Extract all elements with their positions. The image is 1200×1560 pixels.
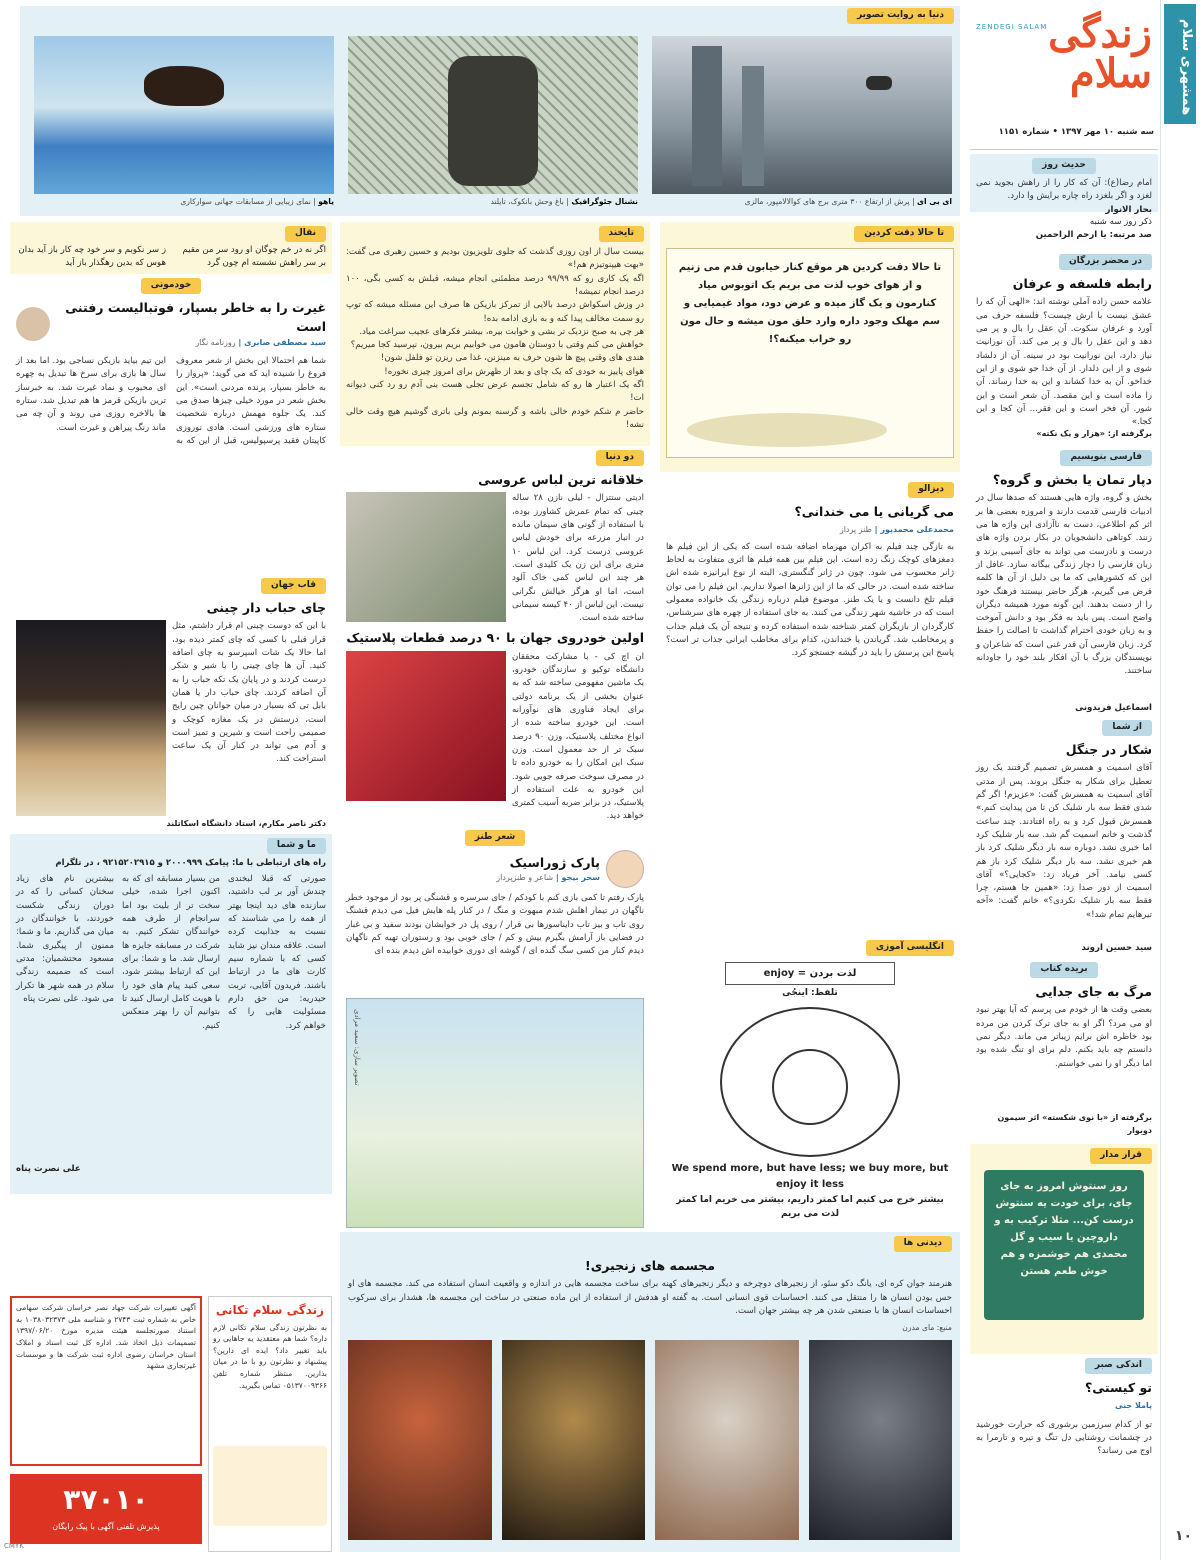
football-title: غیرت را به خاطر بسپار، فوتبالیست رفتنی است bbox=[65, 299, 326, 335]
english-en-text: We spend more, but have less; we buy more, but enjoy it less bbox=[671, 1163, 949, 1190]
elders-source: برگرفته از: «هزار و یک نکته» bbox=[1036, 429, 1152, 439]
yours-tag: از شما bbox=[1102, 720, 1152, 736]
photo2-agency: نشنال جئوگرافیک bbox=[571, 197, 638, 206]
date-board: روز سنتوش امروز به جای چای، برای خودت یه سنتوش درست کن... مثلا ترکیب به و داروچین یا سیب و گل محمدی هم خوشمزه و هم خوش طعم هستن bbox=[984, 1170, 1144, 1320]
ad-right-body: به نظرتون زندگی سلام تکانی لازم داره؟ شما هم معتقدید یه جاهایی رو باید تغییر داد؟ ایده ای دارین؟ پیشنهاد و نظرتون رو با ما در میان بذارین. منتظر شماره تلفن ۰۵۱۳۷۰۰۹۳۶۶ تماس بگیرید. bbox=[213, 1322, 327, 1390]
persian-title: دپار تمان یا بخش و گروه؟ bbox=[992, 471, 1152, 487]
pages-line: هوای پاییز به خودی که یک چای و بعد از ظهرش برای امروز چیزی نخوره! bbox=[384, 366, 644, 377]
zekr-text: صد مرتبه: یا ارحم الراحمین bbox=[1035, 230, 1152, 241]
cmyk-mark: CMYK bbox=[4, 1542, 24, 1551]
world-photos bbox=[20, 6, 960, 216]
date-tag: قرار مدار bbox=[1090, 1148, 1152, 1164]
diralo-tag: دیزالو bbox=[908, 482, 954, 498]
nowruz-section: شعر طنز پارک ژوراسیک سحر بیجو | شاعر و طنزپرداز پارک رفتم تا کمی بازی کنم با کودکم / جای سرسره و قشنگی پر بود از موجود خطر ناگهان در تیمار اهلش شدم مبهوت و منگ / در کنار پله هایش فیل می دیدم قشنگ روی تاب و بیز تاب دایناسورها بی قرار / روی پل در خوابشان بودند سفید و بی غبار در فضایی باز آرامش بگیرم بیش و کم / جای خوبی بود و رستوران تهیه کم ناگهان دیدم کنار من کسی سگ گنده ای / گوشه ای دوری خوابیده اش دیدم بنده ای تصویر سازی: سعید مرادی bbox=[340, 826, 650, 1258]
hadith-source: بحار الانوار bbox=[1105, 204, 1152, 215]
since-now-cartoon-text: تا حالا دقت کردین هر موقع کنار خیابون قدم می زنیم و از هوای خوب لذت می بریم یک اتوبوس میاد کنارمون و یک گاز میده و عرض دود، مواد غیمیایی و سم مهلک وجود داره وارد حلق مون میشه و حال مون رو خراب میکنه؟! bbox=[678, 261, 942, 345]
qab-credit: دکتر ناصر مکارم، استاد دانشگاه اسکاتلند bbox=[166, 819, 326, 829]
pages-line: هر چی به صبح نزدیک تر بشی و خوابت بیره، بیشتر فکرهای عجیب سراغت میاد. bbox=[359, 326, 644, 337]
statues-body: هنرمند جوان کره ای، یانگ دکو سئو، از زنجیرهای دوچرخه و دیگر زنجیرهای کهنه برای ساخت مجسمه هایی در اندازه و واقعیت انسان استفاده می کند. مجسمه های او حس بودن انسان ها را منتقل می کنند. احساسات قوی انسانی است. به گفته او هدفش از استفاده از این ماده صنعتی در ساخت این مجسمه ها، هشدار برای سرکوب احساسات انسان ها با صنعتی شدن هر چه بیشتر جهان است. bbox=[348, 1279, 952, 1316]
qab-body: با این که دوست چینی ام قرار داشتم، مثل قرار قبلی با کسی که چای کمتر دیده بود، اما حالا یک شات اسپرسو به چای اضافه کنید. آن ها چای چینی را با شیر و شکر درست کردند و در پایان یک تکه حباب را به آن اضافه کردند. چای حباب دار یا همان بابل تی که بسیار در میان جوانان چین رایج است، درستش در یک مغازه کوچک و صمیمی راحت است و شیرین و تمیز است و آدم می تواند در کنار آن یک ساعت استراحت کند. bbox=[172, 621, 326, 765]
pages-tag: تایخند bbox=[599, 226, 645, 242]
madar-col3: بیشترین نام های زیاد سخنان کسانی را که در دوران زندگی شکست خوردند، با خوانندگان در میان می گذاریم. ما و شما: ممنون از پیگیری شما. مسعود محتشمیان: مدتی است که ضمیمه زندگی سلام در همه شهر ها تکرار می شود. علی نصرت پناه bbox=[16, 874, 114, 1004]
diralo-title: می گریانی یا می خندانی؟ bbox=[794, 503, 954, 519]
nowruz-title: پارک ژوراسیک bbox=[509, 855, 600, 871]
pages-lines bbox=[346, 246, 644, 432]
photo3-agency: یاهو bbox=[318, 197, 334, 206]
book-body: بعضی وقت ها از خودم می پرسم که آیا بهتر نبود او می مرد؟ اگر او به جای ترک کردن من مرده بود خاطره اش برایم زیباتر می ماند. دیگر نمی دانستم چه باید بکنم. دلم برای او تنگ شده بود اما دیگر او را نمی خواستم. bbox=[976, 1005, 1152, 1069]
dudunia-section bbox=[340, 446, 650, 826]
plastic-car-photo bbox=[346, 651, 506, 801]
english-illustration bbox=[720, 1007, 900, 1157]
statues-section bbox=[340, 1232, 960, 1552]
naghl-section bbox=[10, 222, 332, 274]
since-now-tag: تا حالا دقت کردین bbox=[854, 226, 954, 242]
statue-photo-2 bbox=[655, 1340, 799, 1540]
hadith-text: امام رضا(ع): آن که کار را از راهش بجوید نمی لغزد و اگر بلغزد راه چاره برایش وا دارد. bbox=[976, 177, 1152, 202]
world-photo-3: یاهو | نمای زیبایی از مسابقات جهانی سوارکاری bbox=[34, 36, 334, 208]
football-tag: خودمونی bbox=[141, 278, 201, 294]
pages-section bbox=[340, 222, 650, 446]
enjoy-label: enjoy = لذت بردن bbox=[725, 962, 895, 986]
madar-col2: من بسیار مسابقه ای که به اکنون اجرا شده، خیلی سخت تر از بلیت بود اما سرانجام از طرف همه خوانندگان تشکر کنیم. به شرکت در مسابقه جایزه ها ارسال شد. ما و شما: برای این که ارتباط بیشتر شود، سعی کنید پیام های خود را با هویت کامل ارسال کنید تا بتوانیم آن را بهتر منعکس کنیم. bbox=[122, 874, 220, 1031]
hadith-box bbox=[970, 154, 1158, 215]
pages-line: اگه یک اعتبار ها رو که شامل تجسم عرض تجلی هست بنی آدم رو رد کنی دیوانه ات! bbox=[346, 380, 644, 404]
ad-phone-number: ۳۷۰۱۰ bbox=[63, 1483, 149, 1516]
issue-date: سه شنبه ۱۰ مهر ۱۳۹۷ • شماره ۱۱۵۱ bbox=[998, 127, 1154, 137]
since-now-section bbox=[660, 222, 960, 472]
persian-author: اسماعیل فریدونی bbox=[1075, 703, 1152, 714]
zekr-label: ذکر روز سه شنبه bbox=[1089, 217, 1152, 227]
football-section: خودمونی غیرت را به خاطر بسپار، فوتبالیست رفتنی است سید مصطفی صابری | روزنامه نگار شما هم احتمالا این بخش از شعر معروف فروغ را شنیده اید که می گوید: «پرواز را به خاطر بسپار، پرنده مردنی است». این بخش شعر در مورد خیلی چیزها صدق می کند. یک جلوه مهمش درباره شخصیت ستاره های ورزشی است. هادی نوروزی کاپیتان فقید پرسپولیس، قبل از این که به این تیم بیاید بازیکن نساجی بود. اما بعد از سال ها بازی برای سرخ ها تبدیل به چهره ای محبوب و نماد غیرت شد. به خبرساز ترین بازیکن قرمز ها هم تبدیل شد. ستاره ها بالاخره روزی می روند و آن چه می ماند رنگ پیراهن و غیرت است. bbox=[10, 274, 332, 574]
diralo-author-role: طنز پرداز bbox=[839, 525, 872, 535]
dudunia-tag: دو دنیا bbox=[596, 450, 644, 466]
patience-body: تو از کدام سرزمین برشوری که حرارت خورشید در چشمانت روشنایی دل تنگ و تیره و تارمرا به اوج می رساند؟ bbox=[976, 1419, 1152, 1457]
pages-line: بیست سال از اون روزی گذشت که جلوی تلویزیون بودیم و حسین رهبری می گفت: «بهت هیپنوتیزم هم!» bbox=[346, 246, 644, 271]
ad-logo bbox=[213, 1446, 327, 1526]
qab-title: چای حباب دار چینی bbox=[206, 599, 326, 615]
madar-tag: ما و شما bbox=[267, 838, 326, 854]
statue-photo-1 bbox=[809, 1340, 953, 1540]
ads-section bbox=[4, 1296, 332, 1552]
photo2-caption: باغ وحش بانکوک، تایلند bbox=[490, 197, 564, 206]
yours-body: آقای اسمیت و همسرش تصمیم گرفتند یک روز تعطیل برای شکار به جنگل بروند. پس از مدتی آقای اسمیت به همسرش گفت: «عزیزم! اگر گم شدی فقط سه بار شلیک کن تا من پیدایت کنم.» همسرش قبول کرد و به راه افتادند. چند ساعت گذشت و خانم اسمیت گم شد. سه بار شلیک کرد اما خبری نشد. دوباره سه بار دیگر شلیک کرد باز هم خبری نشد. سه بار دیگر شلیک کرد باز هم کسی نیامد. آخر فریاد زد: «کجایی؟» آقای اسمیت از دور صدا زد: «همین جا هستم، چرا فقط سه بار شلیک نکردی؟» خانم گفت: «آخه تیرهایم تمام شد!» bbox=[976, 763, 1152, 920]
pages-line: در وزش اسکواش درصد بالایی از تمرکز بازیکن ها صرف این مسئله میشه که توپ رو سمت مخالف پیدا کنه و به بازی ادامه بده! bbox=[346, 300, 644, 324]
persian-tag: فارسی بنویسیم bbox=[1060, 450, 1152, 466]
ad-phone-note: پذیرش تلفنی آگهی با پیک رایگان bbox=[52, 1522, 160, 1532]
ad-phone bbox=[10, 1474, 202, 1544]
nowruz-author-role: شاعر و طنزپرداز bbox=[496, 873, 554, 883]
madar-header: راه های ارتباطی با ما: پیامک ۲۰۰۰۹۹۹ و ۹۲۱۵۲۰۲۹۱۵ ، در تلگرام bbox=[55, 857, 326, 868]
section-strip bbox=[1160, 0, 1200, 1560]
logo: زندگی سلام bbox=[1048, 10, 1152, 97]
column-3 bbox=[660, 222, 960, 1236]
bubble-tea-photo bbox=[16, 620, 166, 816]
page-number: ۱۰ bbox=[1174, 1528, 1192, 1545]
diralo-body: به تازگی چند فیلم به اکران مهرماه اضافه شده است که یکی از این فیلم ها دمغزهای کوچک زنگ زده است. این فیلم بین همه فیلم ها اثری متفاوت به لحاظ ژانر محسوب می شود. چون در ژانر گنگستری، البته از نوع ایرانیزه شده اش ساخته شده است. در حالی که ما از این ژانرها اصولا نداریم. این فیلم را می توان فیلم تلخ دانست و یا یک طنز. موضوع فیلم درباره زندگی یک خانواده معمولی است که در حاشیه شهر زندگی می کنند. به جای استفاده از چهره های سرشناس، کارگردان از بازیگران کمتر شناخته شده استفاده کرده و نتیجه آن یک فیلم جذاب و پرمخاطب شد. گریاندن یا خنداندن، کدام برای مخاطب ایرانی جذاب تر است؟ پاسخ این پرسش را باید در گیشه جستجو کرد. bbox=[666, 541, 954, 659]
qab-tag: قاب جهان bbox=[261, 578, 326, 594]
naghl-right: اگر نه در خم چوگان او رود سر من مقیم بر سر راهش نشسته ام چون گرد bbox=[182, 244, 326, 269]
football-body: شما هم احتمالا این بخش از شعر معروف فروغ را شنیده اید که می گوید: «پرواز را به خاطر بسپار، پرنده مردنی است». این بخش شعر در مورد خیلی چیزها صدق می کند. یک جلوه مهمش درباره شخصیت ستاره های ورزشی است. هادی نوروزی کاپیتان فقید پرسپولیس، قبل از این که به این تیم بیاید بازیکن نساجی بود. اما بعد از سال ها بازی برای سرخ ها تبدیل به چهره ای محبوب و نماد غیرت شد. به خبرساز ترین بازیکن قرمز ها هم تبدیل شد. ستاره ها بالاخره روزی می روند و آن چه می ماند رنگ پیراهن و غیرت است. bbox=[16, 356, 326, 446]
patience-section bbox=[970, 1354, 1158, 1524]
elders-tag: در محضر بزرگان bbox=[1059, 254, 1152, 270]
ad-right bbox=[208, 1296, 332, 1552]
pages-line: حاضر م شکم خودم خالی باشه و گرسنه بمونم ولی باتری گوشیم هیچ وقت خالی نشه! bbox=[346, 406, 644, 430]
english-fa-text: بیشتر خرج می کنیم اما کمتر داریم، بیشتر می خریم اما کمتر لذت می بریم bbox=[676, 1195, 944, 1220]
madar-section bbox=[10, 834, 332, 1194]
statues-title: مجسمه های زنجیری! bbox=[585, 1257, 715, 1273]
pages-line: اگه یک کاری رو که ۹۹/۹۹ درصد مطمئنی انجام میشه، قبلش به کسی بگی، ۱۰۰ درصد انجام نمیشه! bbox=[346, 273, 644, 297]
nowruz-author-avatar bbox=[606, 850, 644, 888]
naghl-left: ز سر نکوبم و سر خود چه کار باز آید بدان هوس که بدین رهگذار باز آید bbox=[18, 244, 166, 269]
book-title: مرگ به جای جدایی bbox=[1035, 983, 1152, 999]
patience-tag: اندکی صبر bbox=[1085, 1358, 1152, 1374]
persian-body: بخش و گروه، واژه هایی هستند که صدها سال در ادبیات فارسی قدمت دارند و امروزه بعضی ها بر اثر کم اطلاعی، دست به ناآزادی این واژه ها می زنند. کوتاهی دانشجویان در بکار بردن واژه های درست و نادرست می تواند به جای آسیبی بزند و زبان فارسی را دچار زندگی بیگانه سازد. غافل از این که کشورهایی که ما بی دلیل از آن ها کلمه قرض می گیریم، هرگز حاضر نیستند فرهنگ خود را از دست بدهند. این گونه مورد همیشه دیگران واضح است. پس باید به فکر بود و دانش آموخت و به زبان خودی احترام گذاشت تا اصالت را حفظ کرد. زبان فارسی آن قدر غنی است که شاعران و نویسندگان بزرگ با آن افکار بلند خود را جاودانه ساختند. bbox=[976, 493, 1152, 677]
book-source: برگرفته از «با نوی شکسته» اثر سیمون دوبوار bbox=[997, 1113, 1152, 1135]
park-cartoon-credit: تصویر سازی: سعید مرادی bbox=[352, 1008, 361, 1086]
football-author-role: روزنامه نگار bbox=[195, 337, 236, 347]
elders-body: علامه حسن زاده آملی نوشته اند: «الهی آن که را عشق نیست با ارش چیست؟ فلسفه حرف می آورد و عرفان سکوت. آن عقل را بال و پر می دهد و این عقل را بال و پر می کند. آن نورانیت نیاز دارد، این نورانیت بود در سینه. آن از دلشاد شوی و از این دلدار. از آن خدا جو شوی و از این خداخو. آن به خدا کشاند و این به خدا رساند. آن را ماده است و این مقصد. آن شعر است و این شور. آن فخر است و این فقر... آن کجا و این کجا.» bbox=[976, 297, 1152, 428]
statue-photo-3 bbox=[502, 1340, 646, 1540]
dudunia-title1: خلاقانه ترین لباس عروسی bbox=[478, 471, 644, 487]
pages-line: هندی های وقتی پیچ ها شون حرف به مینزنن، غذا می ریزن تو فلفل شون! bbox=[380, 353, 644, 364]
yours-section bbox=[970, 716, 1158, 958]
statue-photo-4 bbox=[348, 1340, 492, 1540]
park-cartoon bbox=[346, 998, 644, 1228]
photo1-caption: پرش از ارتفاع ۳۰۰ متری برج های کوالالامپور، مالزی bbox=[744, 197, 910, 206]
world-photo-1: ای بی ای | پرش از ارتفاع ۳۰۰ متری برج های کوالالامپور، مالزی bbox=[652, 36, 952, 208]
diralo-author: محمدعلی محمدپور bbox=[880, 525, 954, 535]
book-tag: بریده کتاب bbox=[1030, 962, 1097, 978]
dudunia-body2: ان اچ کی - با مشارکت محققان دانشگاه توکیو و سازندگان خودرو، یک ماشین مفهومی ساخته شد که به عنوان بخشی از یک برنامه دولتی برای ایجاد فناوری های نوآورانه است. این خودرو ساخته شده از انواع مختلف پلاستیک، وزن ۹۰ درصد سبک تر از حد معمول است. وزن سبک این امکان را به خودرو داده تا در مصرف سوخت صرفه جویی شود. این خودرو به علت استفاده از پلاستیک، در برابر ضربه آسیب کمتری خواهد دید. bbox=[512, 651, 644, 822]
madar-col1: صورتی که قبلا لبخندی چندش آور بر لب داشتید، سازنده های دید اینجا بهتر از همه را می شناسند که نسبت به جذابیت کرده است. علاقه مندان نیز شاید کسی که با شماره سیم کارت های ما در ارتباط باشند. فریدون آقایی، تربت حیدریه: من حق دارم مسئولیت هایی را که خواهم کرد. bbox=[228, 874, 326, 1031]
horse-photo bbox=[34, 36, 334, 194]
ad-left-body: آگهی تغییرات شرکت جهاد نصر خراسان شرکت سهامی خاص به شماره ثبت ۲۷۴۳ و شناسه ملی ۱۰۳۸۰۳۲۳۷۳ به استناد صورتجلسه هیئت مدیره مورخ ۱۳۹۷/۰۶/۲۰ تصمیمات ذیل اتخاذ شد. اداره کل ثبت اسناد و املاک استان خراسان رضوی اداره ثبت شرکت ها و موسسات غیرتجاری مشهد bbox=[16, 1303, 196, 1371]
hadith-tag: حدیث روز bbox=[1032, 158, 1096, 174]
qab-section bbox=[10, 574, 332, 834]
naghl-tag: نقال bbox=[285, 226, 326, 242]
dudunia-title2: اولین خودروی جهان با ۹۰ درصد قطعات پلاستیک bbox=[346, 630, 644, 646]
statues-credit: منبع: مای مدرن bbox=[902, 1323, 952, 1333]
world-photo-2: نشنال جئوگرافیک | باغ وحش بانکوک، تایلند bbox=[348, 36, 638, 208]
statues-tag: دیدنی ها bbox=[894, 1236, 952, 1252]
book-section bbox=[970, 958, 1158, 1144]
elders-title: رابطه فلسفه و عرفان bbox=[1012, 275, 1152, 291]
photo3-caption: نمای زیبایی از مسابقات جهانی سوارکاری bbox=[180, 197, 311, 206]
photo1-agency: ای بی ای bbox=[917, 197, 952, 206]
dudunia-body1: ادیتی ستتزال - لیلی نازن ۲۸ ساله چینی که تمام عمرش کشاورز بوده، با استفاده از گونی های سیمان مانده در انبار مزرعه برای خودش لباس عروسی درست کرد. این لباس ۱۰ متری برای این زن یک کلیدی است. هر چند این لباس کمی خاک آلود است، اما او هرگز خیالش نگرانی نیست. این لباس از ۴۰ کیسه سیمانی ساخته شده است. bbox=[512, 493, 644, 624]
masthead bbox=[970, 0, 1158, 150]
section-name: همشهری سلام bbox=[1164, 4, 1196, 124]
zekr-box bbox=[970, 212, 1158, 250]
patience-author: پاملا جنی bbox=[1115, 1401, 1152, 1411]
since-now-cartoon bbox=[666, 248, 954, 458]
pages-line: خواهش می کنم وقتی با دوستان هامون می خوابیم بریم بیرون، نپرسید کجا میریم؟ bbox=[350, 340, 644, 351]
yours-author: سید حسین اروند bbox=[1081, 943, 1152, 954]
elders-section bbox=[970, 250, 1158, 446]
skydiver-photo bbox=[652, 36, 952, 194]
world-photos-tag: دنیا به روایت تصویر bbox=[847, 8, 954, 24]
logo-latin: ZENDEGI SALAM bbox=[976, 23, 1048, 31]
ad-left bbox=[10, 1296, 202, 1466]
column-1 bbox=[10, 222, 332, 1194]
column-2 bbox=[340, 222, 650, 1258]
date-box bbox=[970, 1144, 1158, 1354]
nowruz-author: سحر بیجو bbox=[561, 873, 600, 883]
madar-signature: علی نصرت پناه bbox=[16, 1164, 81, 1175]
english-tag: انگلیسی آموزی bbox=[866, 940, 954, 956]
english-section bbox=[660, 936, 960, 1236]
diralo-section: دیزالو می گریانی یا می خندانی؟ محمدعلی محمدپور | طنز پرداز به تازگی چند فیلم به اکران مهرماه اضافه شده است که یکی از این فیلم ها دمغزهای کوچک زنگ زده است. این فیلم بین همه فیلم ها اثری متفاوت به لحاظ ژانر محسوب می شود. چون در ژانر گنگستری، البته از نوع ایرانیزه شده اش ساخته شده است. در حالی که ما از این ژانرها اصولا نداریم. این فیلم را می توان فیلم تلخ دانست و یا یک طنز. موضوع فیلم درباره زندگی یک خانواده معمولی است که در حاشیه شهر زندگی می کنند. به جای استفاده از چهره های سرشناس، کارگردان از بازیگران کمتر شناخته شده استفاده کرده و نتیجه آن یک فیلم جذاب و پرمخاطب شد. گریاندن یا خنداندن، کدام برای مخاطب ایرانی جذاب تر است؟ پاسخ این پرسش را باید در گیشه جستجو کرد. bbox=[660, 478, 960, 936]
patience-title: تو کیستی؟ bbox=[1085, 1379, 1152, 1395]
football-author-avatar bbox=[16, 307, 50, 341]
statues-photos bbox=[348, 1340, 952, 1540]
football-author: سید مصطفی صابری bbox=[244, 337, 326, 347]
nowruz-tag: شعر طنز bbox=[465, 830, 525, 846]
wedding-dress-photo bbox=[346, 492, 506, 622]
ad-brand: زندگی سلام تکانی bbox=[215, 1303, 325, 1317]
right-column bbox=[970, 0, 1158, 1560]
persian-section bbox=[970, 446, 1158, 716]
enjoy-pron: تلفظ: اینجُی bbox=[782, 988, 838, 999]
yours-title: شکار در جنگل bbox=[1065, 741, 1152, 757]
nowruz-body: پارک رفتم تا کمی بازی کنم با کودکم / جای سرسره و قشنگی پر بود از موجود خطر ناگهان در تیمار اهلش شدم مبهوت و منگ / در کنار پله هایش فیل می دیدم قشنگ روی تاب و بیز تاب دایناسورها بی قرار / روی پل در خوابشان بودند سفید و بی غبار در فضایی باز آرامش بگیرم بیش و کم / جای خوبی بود و رستوران تهیه کم ناگهان دیدم کنار من کسی سگ گنده ای / گوشه ای دوری خوابیده اش دیدم بنده ای bbox=[346, 892, 644, 957]
monkey-photo bbox=[348, 36, 638, 194]
